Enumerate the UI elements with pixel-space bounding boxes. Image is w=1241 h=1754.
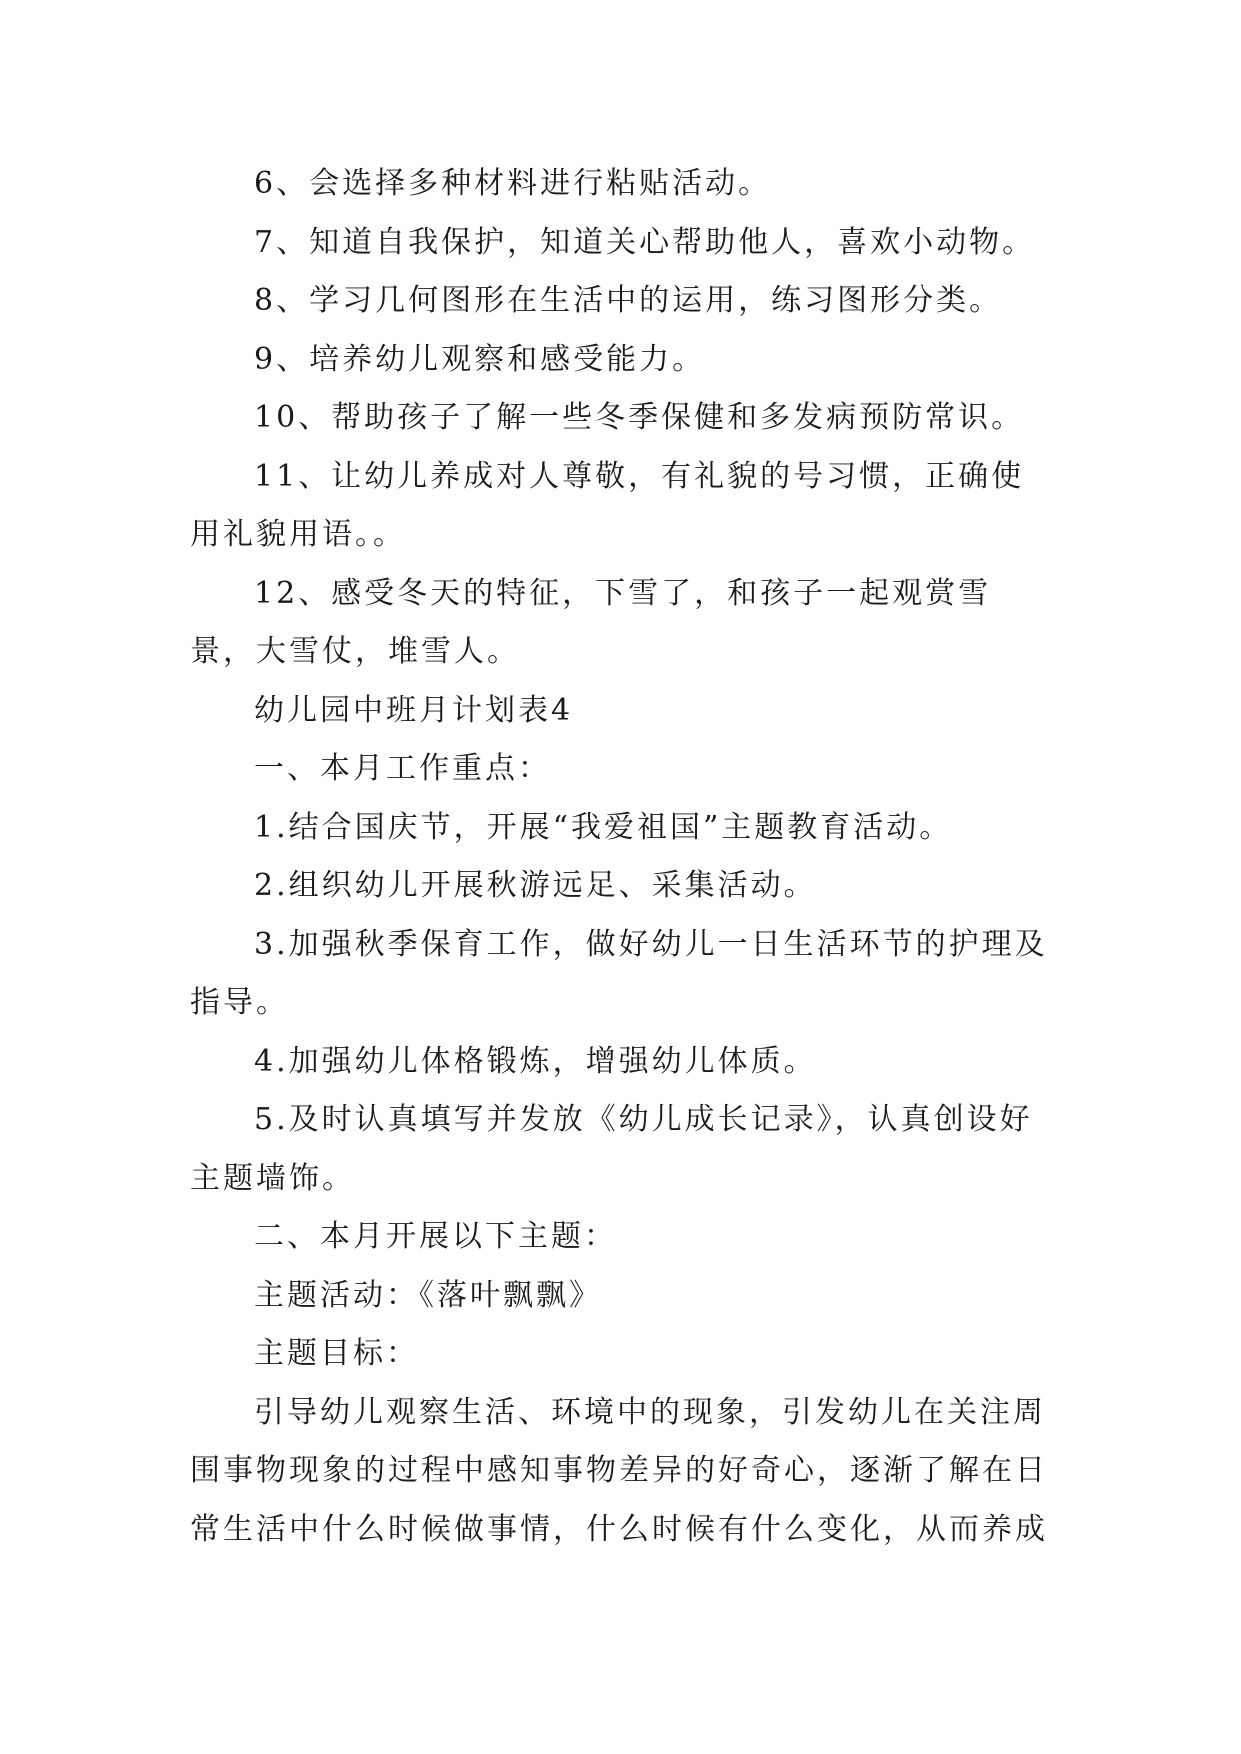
paragraph-item-12: 12、感受冬天的特征，下雪了，和孩子一起观赏雪景，大雪仗，堆雪人。: [190, 575, 992, 669]
focus-item-4: 4.加强幼儿体格锻炼，增强幼儿体质。: [254, 1043, 817, 1079]
heading-themes: 二、本月开展以下主题：: [254, 1219, 617, 1254]
focus-item-5: 5.及时认真填写并发放《幼儿成长记录》，认真创设好主题墙饰。: [190, 1102, 1033, 1196]
paragraph-item-10: 10、帮助孩子了解一些冬季保健和多发病预防常识。: [254, 400, 1025, 435]
paragraph-item-9: 9、培养幼儿观察和感受能力。: [254, 341, 706, 377]
document-body: [190, 155, 1050, 1559]
paragraph-item-6: 6、会选择多种材料进行粘贴活动。: [254, 166, 772, 201]
paragraph-item-7: 7、知道自我保护，知道关心帮助他人，喜欢小动物。: [254, 224, 1036, 260]
paragraph-item-8: 8、学习几何图形在生活中的运用，练习图形分类。: [254, 283, 1003, 318]
theme-activity: 主题活动：《落叶飘飘》: [254, 1277, 602, 1313]
theme-goals-text: 引导幼儿观察生活、环境中的现象，引发幼儿在关注周围事物现象的过程中感知事物差异的好奇心，逐渐了解在日常生活中什么时候做事情，什么时候有什么变化，从而养成: [190, 1394, 1048, 1547]
paragraph-item-11: 11、让幼儿养成对人尊敬，有礼貌的号习惯，正确使用礼貌用语。。: [190, 458, 1025, 552]
focus-item-3: 3.加强秋季保育工作，做好幼儿一日生活环节的护理及指导。: [190, 926, 1048, 1020]
section-title: 幼儿园中班月计划表4: [254, 692, 574, 728]
focus-item-2: 2.组织幼儿开展秋游远足、采集活动。: [254, 868, 817, 903]
focus-item-1: 1.结合国庆节，开展“我爱祖国”主题教育活动。: [254, 809, 953, 845]
theme-goals-heading: 主题目标：: [254, 1336, 419, 1371]
heading-work-focus: 一、本月工作重点：: [254, 751, 551, 786]
